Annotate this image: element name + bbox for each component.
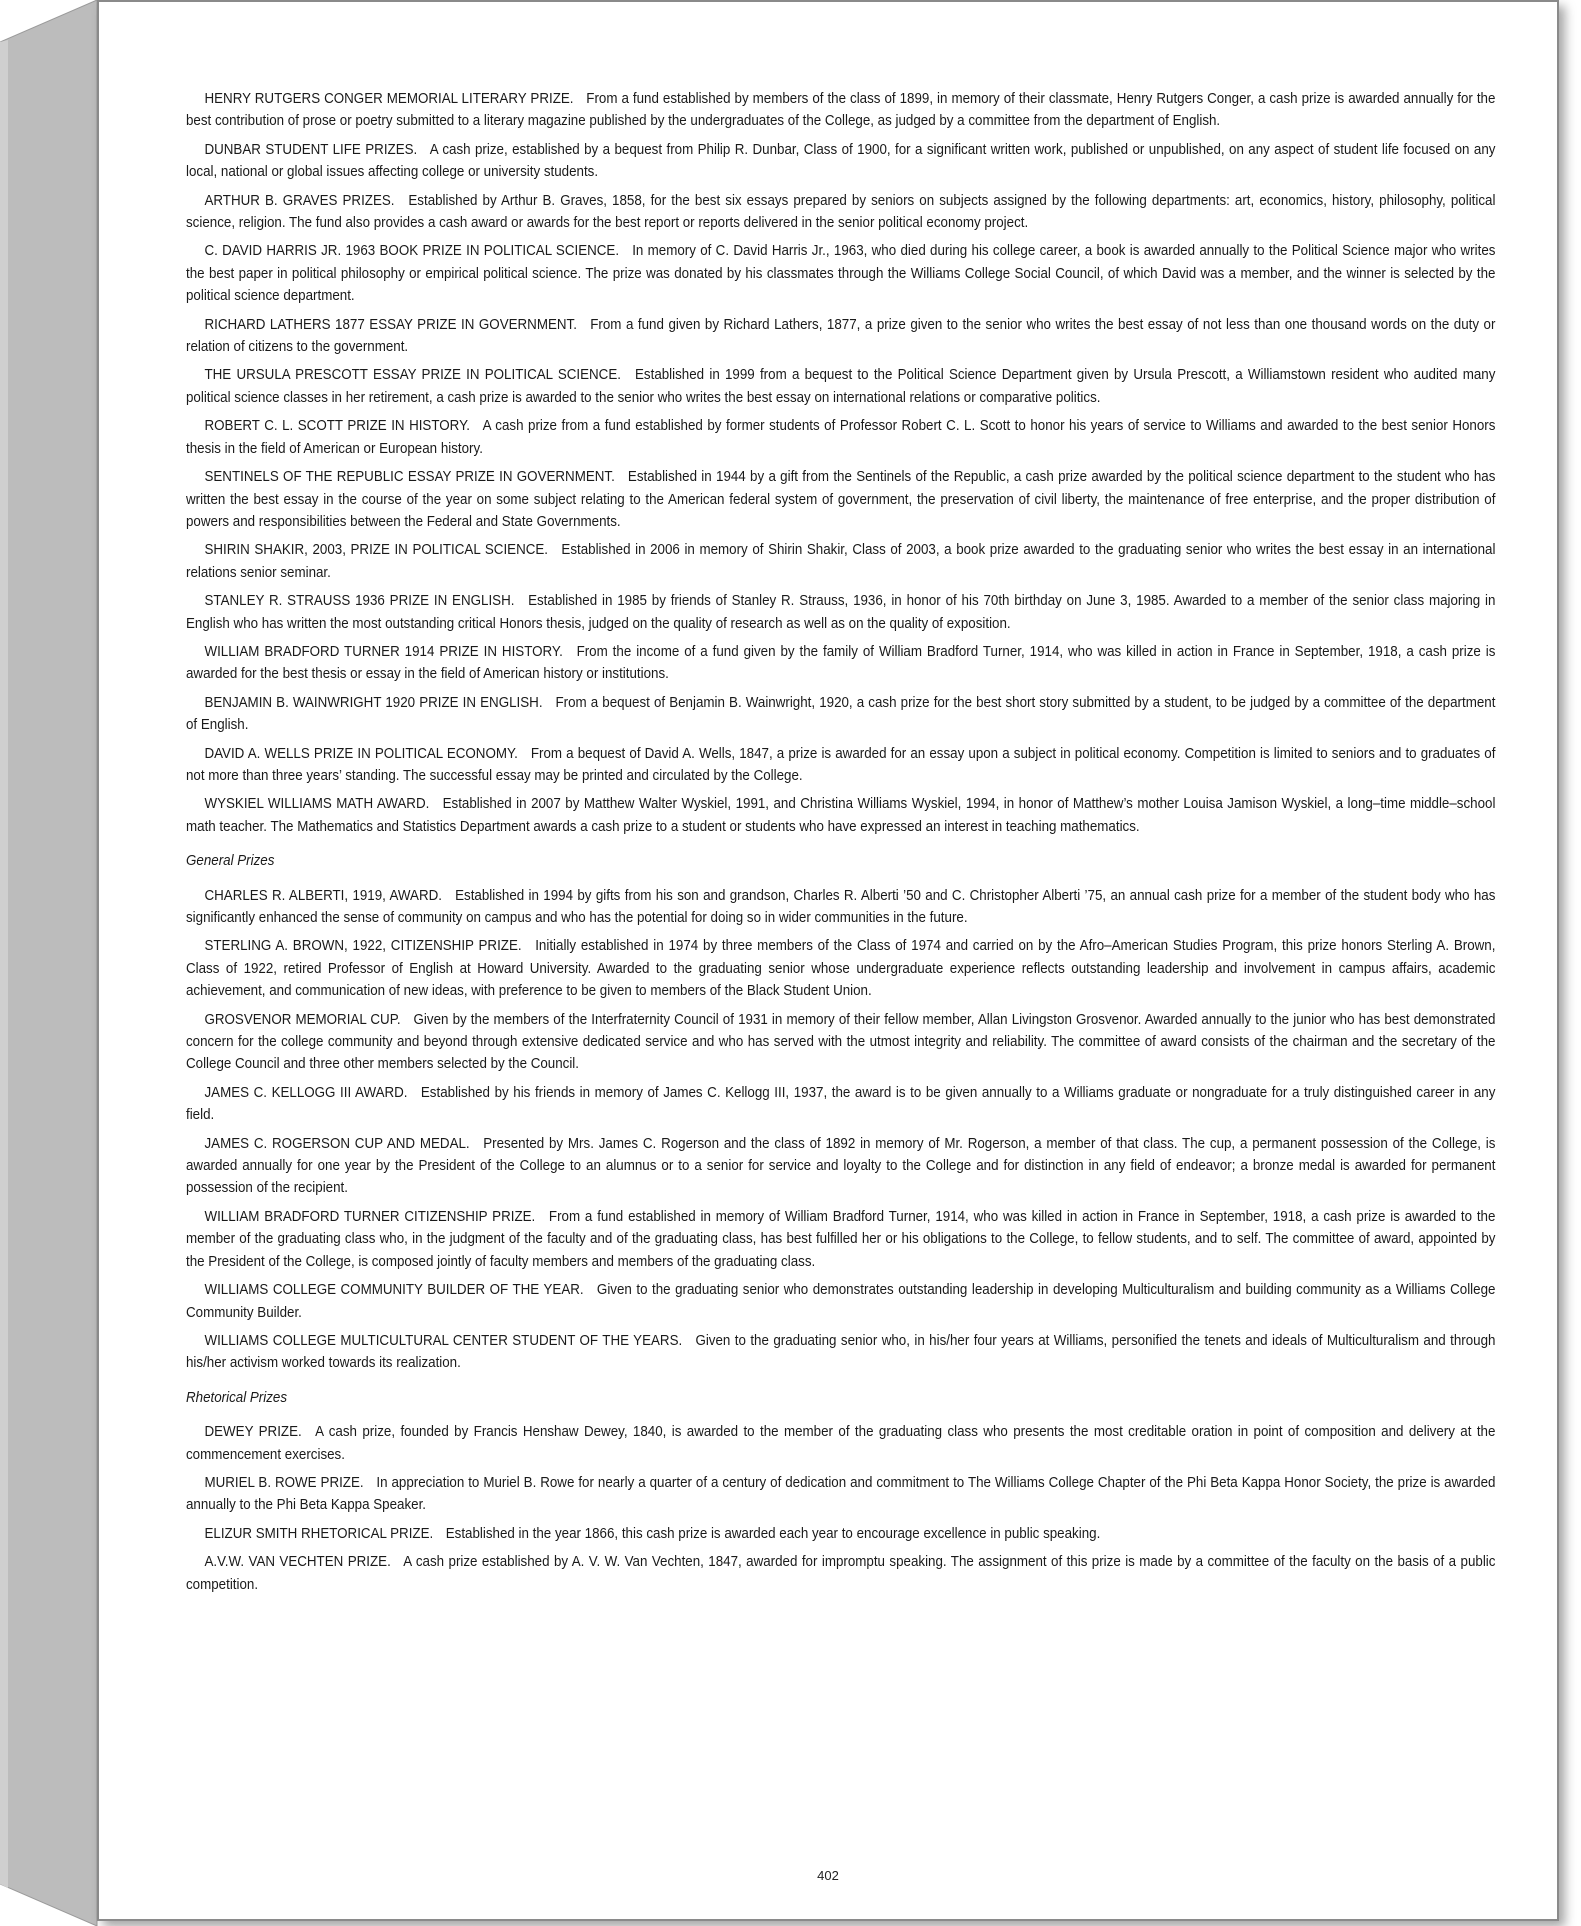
prize-name: DEWEY PRIZE. bbox=[204, 1423, 302, 1441]
prize-entry bbox=[186, 1279, 1495, 1324]
prize-entry bbox=[186, 364, 1495, 409]
prize-description: From a fund given by Richard Lathers, 1877, a prize given to the senior who writes the best essay of not less than one thousand words on the duty or relation of citizens to the government. bbox=[186, 315, 1496, 356]
prize-name: STANLEY R. STRAUSS 1936 PRIZE IN ENGLISH. bbox=[204, 592, 515, 610]
prize-entry bbox=[186, 1133, 1495, 1200]
prize-entry bbox=[186, 935, 1495, 1002]
prize-description: A cash prize from a fund established by former students of Professor Robert C. L. Scott to honor his years of service to Williams and awarded to the best senior Honors thesis in the field of American or European history. bbox=[186, 417, 1496, 457]
prize-description: From the income of a fund given by the family of William Bradford Turner, 1914, who was killed in action in France in September, 1918, a cash prize is awarded for the best thesis or essay in the field of American history or institutions. bbox=[186, 642, 1496, 683]
prize-name: CHARLES R. ALBERTI, 1919, AWARD. bbox=[204, 886, 442, 904]
prize-entry bbox=[186, 539, 1495, 584]
prize-name: SENTINELS OF THE REPUBLIC ESSAY PRIZE IN GOVERNMENT. bbox=[204, 468, 615, 486]
prize-description: In memory of C. David Harris Jr., 1963, who died during his college career, a book is awarded annually to the Political Science major who writes the best paper in political philosophy or empirical political science. The prize was donated by his classmates through the Williams College Social Council, of which David was a member, and the winner is selected by the political science department. bbox=[186, 242, 1496, 305]
prize-entry bbox=[186, 1472, 1495, 1517]
prize-description: In appreciation to Muriel B. Rowe for nearly a quarter of a century of dedication and commitment to The Williams College Chapter of the Phi Beta Kappa Honor Society, the prize is awarded annually to the Phi Beta Kappa Speaker. bbox=[186, 1473, 1496, 1514]
prize-entry bbox=[186, 88, 1495, 133]
prize-name: ROBERT C. L. SCOTT PRIZE IN HISTORY. bbox=[204, 417, 470, 435]
book-spine-edge bbox=[0, 0, 100, 1926]
prize-description: From a bequest of David A. Wells, 1847, a prize is awarded for an essay upon a subject in political economy. Competition is limited to seniors and to graduates of not more than three years’ standing. The successful essay may be printed and circulated by the College. bbox=[186, 744, 1496, 784]
prize-name: WILLIAM BRADFORD TURNER CITIZENSHIP PRIZE. bbox=[204, 1207, 536, 1225]
prize-description: From a fund established by members of the class of 1899, in memory of their classmate, Henry Rutgers Conger, a cash prize is awarded annually for the best contribution of prose or poetry submitted to a literary magazine published by the undergraduates of the College, as judged by a committee from the department of English. bbox=[186, 90, 1496, 130]
prize-description: Established by Arthur B. Graves, 1858, for the best six essays prepared by seniors on subjects assigned by the following departments: art, economics, history, philosophy, political science, religion. The fund also provides a cash award or awards for the best report or reports delivered in the senior political economy project. bbox=[186, 191, 1496, 232]
prize-description: Established in 2007 by Matthew Walter Wyskiel, 1991, and Christina Williams Wyskiel, 1994, in honor of Matthew’s mother Louisa Jamison Wyskiel, a long–time middle–school math teacher. The Mathematics and Statistics Department awards a cash prize to a student or students who have expressed an interest in teaching mathematics. bbox=[186, 795, 1496, 835]
section-heading: Rhetorical Prizes bbox=[186, 1388, 288, 1406]
prize-name: HENRY RUTGERS CONGER MEMORIAL LITERARY PRIZE. bbox=[204, 90, 574, 107]
prize-name: THE URSULA PRESCOTT ESSAY PRIZE IN POLITICAL SCIENCE. bbox=[204, 366, 621, 384]
prize-name: RICHARD LATHERS 1877 ESSAY PRIZE IN GOVERNMENT. bbox=[204, 315, 577, 333]
prize-name: SHIRIN SHAKIR, 2003, PRIZE IN POLITICAL SCIENCE. bbox=[204, 541, 549, 559]
prize-name: JAMES C. KELLOGG III AWARD. bbox=[204, 1083, 408, 1101]
prize-name: A.V.W. VAN VECHTEN PRIZE. bbox=[204, 1553, 391, 1571]
prize-entry bbox=[186, 314, 1495, 359]
prize-description: A cash prize, founded by Francis Henshaw Dewey, 1840, is awarded to the member of the graduating class who presents the most creditable oration in point of composition and delivery at the commencement exercises. bbox=[186, 1423, 1496, 1463]
prize-description: Given to the graduating senior who demonstrates outstanding leadership in developing Multiculturalism and building community as a Williams College Community Builder. bbox=[186, 1281, 1496, 1321]
prize-name: WILLIAMS COLLEGE MULTICULTURAL CENTER STUDENT OF THE YEARS. bbox=[204, 1331, 683, 1349]
prize-name: DAVID A. WELLS PRIZE IN POLITICAL ECONOMY. bbox=[204, 744, 518, 762]
prize-name: JAMES C. ROGERSON CUP AND MEDAL. bbox=[204, 1134, 470, 1152]
prize-description: From a bequest of Benjamin B. Wainwright, 1920, a cash prize for the best short story submitted by a student, to be judged by a committee of the department of English. bbox=[186, 693, 1496, 734]
prize-description: Established in 1999 from a bequest to the Political Science Department given by Ursula Prescott, a Williamstown resident who audited many political science classes in her retirement, a cash prize is awarded to the senior who writes the best essay on international relations or comparative politics. bbox=[186, 366, 1496, 406]
prize-entry bbox=[186, 1206, 1495, 1273]
document-page bbox=[97, 0, 1559, 1921]
prize-entry bbox=[186, 240, 1495, 307]
prize-entry bbox=[186, 590, 1495, 635]
prize-entry bbox=[186, 139, 1495, 184]
prize-entry bbox=[186, 885, 1495, 930]
prize-entry bbox=[186, 1330, 1495, 1375]
prize-entry bbox=[186, 793, 1495, 838]
prize-name: WYSKIEL WILLIAMS MATH AWARD. bbox=[204, 795, 430, 813]
prize-entry bbox=[186, 692, 1495, 737]
prize-description: Established by his friends in memory of James C. Kellogg III, 1937, the award is to be given annually to a Williams graduate or nongraduate for a truly distinguished career in any field. bbox=[186, 1083, 1496, 1124]
prize-description: Established in 1985 by friends of Stanley R. Strauss, 1936, in honor of his 70th birthday on June 3, 1985. Awarded to a member of the senior class majoring in English who has written the most outstanding critical Honors thesis, judged on the quality of research as well as on the quality of exposition. bbox=[186, 592, 1496, 632]
prize-entry bbox=[186, 1082, 1495, 1127]
prize-description: Given by the members of the Interfraternity Council of 1931 in memory of their fellow member, Allan Livingston Grosvenor. Awarded annually to the junior who has best demonstrated concern for the college community and beyond through extensive dedicated service and who has served with the utmost integrity and reliability. The committee of award consists of the chairman and the secretary of the College Council and three other members selected by the Council. bbox=[186, 1010, 1496, 1073]
prize-name: GROSVENOR MEMORIAL CUP. bbox=[204, 1010, 401, 1028]
prize-name: STERLING A. BROWN, 1922, CITIZENSHIP PRIZE. bbox=[204, 937, 522, 955]
prize-description: Given to the graduating senior who, in his/her four years at Williams, personified the tenets and ideals of Multiculturalism and through his/her activism worked towards its realization. bbox=[186, 1331, 1496, 1372]
prize-entry bbox=[186, 1523, 1495, 1545]
prize-description: Established in the year 1866, this cash prize is awarded each year to encourage excellence in public speaking. bbox=[445, 1524, 1101, 1542]
prize-description: Established in 1944 by a gift from the Sentinels of the Republic, a cash prize awarded by the political science department to the student who has written the best essay in the course of the year on some subject relating to the American federal system of government, the preservation of civil liberty, the maintenance of free enterprise, and the proper distribution of powers and responsibilities between the Federal and State Governments. bbox=[186, 468, 1496, 530]
section-heading: General Prizes bbox=[186, 852, 275, 870]
prize-description: Initially established in 1974 by three members of the Class of 1974 and carried on by the Afro–American Studies Program, this prize honors Sterling A. Brown, Class of 1922, retired Professor of English at Howard University. Awarded to the graduating senior whose undergraduate experience reflects outstanding leadership and involvement in campus affairs, academic achievement, and communication of new ideas, with preference to be given to members of the Black Student Union. bbox=[186, 937, 1496, 1000]
prize-name: ELIZUR SMITH RHETORICAL PRIZE. bbox=[204, 1524, 434, 1542]
prize-description: From a fund established in memory of William Bradford Turner, 1914, who was killed in action in France in September, 1918, a cash prize is awarded to the member of the graduating class who, in the judgment of the faculty and of the graduating class, has best fulfilled her or his obligations to the College, to fellow students, and to self. The committee of award, appointed by the President of the College, is composed jointly of faculty members and members of the graduating class. bbox=[186, 1207, 1496, 1270]
prize-entry bbox=[186, 743, 1495, 788]
prize-name: WILLIAM BRADFORD TURNER 1914 PRIZE IN HISTORY. bbox=[204, 642, 563, 660]
prize-description: A cash prize, established by a bequest from Philip R. Dunbar, Class of 1900, for a significant written work, published or unpublished, on any aspect of student life focused on any local, national or global issues affecting college or university students. bbox=[186, 140, 1496, 181]
prize-name: ARTHUR B. GRAVES PRIZES. bbox=[204, 191, 395, 209]
prize-description: Presented by Mrs. James C. Rogerson and the class of 1892 in memory of Mr. Rogerson, a member of that class. The cup, a permanent possession of the College, is awarded annually for one year by the President of the College to an alumnus or to a senior for service and loyalty to the College and for distinction in any field of endeavor; a bronze medal is awarded for permanent possession of the recipient. bbox=[186, 1134, 1496, 1197]
prize-name: DUNBAR STUDENT LIFE PRIZES. bbox=[204, 140, 418, 158]
prize-entry bbox=[186, 641, 1495, 686]
prize-name: MURIEL B. ROWE PRIZE. bbox=[204, 1473, 364, 1491]
prize-description: Established in 2006 in memory of Shirin Shakir, Class of 2003, a book prize awarded to the graduating senior who writes the best essay in an international relations senior seminar. bbox=[186, 541, 1496, 581]
prize-name: C. DAVID HARRIS JR. 1963 BOOK PRIZE IN POLITICAL SCIENCE. bbox=[204, 242, 620, 260]
page-number: 402 bbox=[817, 1868, 839, 1883]
prize-entry bbox=[186, 1009, 1495, 1076]
page-content bbox=[186, 88, 1495, 1602]
prize-entry bbox=[186, 190, 1495, 235]
prize-name: WILLIAMS COLLEGE COMMUNITY BUILDER OF THE YEAR. bbox=[204, 1281, 584, 1299]
prize-description: Established in 1994 by gifts from his son and grandson, Charles R. Alberti ’50 and C. Christopher Alberti ’75, an annual cash prize for a member of the student body who has significantly enhanced the sense of community on campus and who has the potential for doing so in wider communities in the future. bbox=[186, 886, 1496, 926]
prize-entry bbox=[186, 466, 1495, 533]
prize-entry bbox=[186, 415, 1495, 460]
prize-description: A cash prize established by A. V. W. Van Vechten, 1847, awarded for impromptu speaking. The assignment of this prize is made by a committee of the faculty on the basis of a public competition. bbox=[186, 1553, 1496, 1593]
prize-name: BENJAMIN B. WAINWRIGHT 1920 PRIZE IN ENGLISH. bbox=[204, 693, 543, 711]
prize-entry bbox=[186, 1421, 1495, 1466]
prize-entry bbox=[186, 1551, 1495, 1596]
